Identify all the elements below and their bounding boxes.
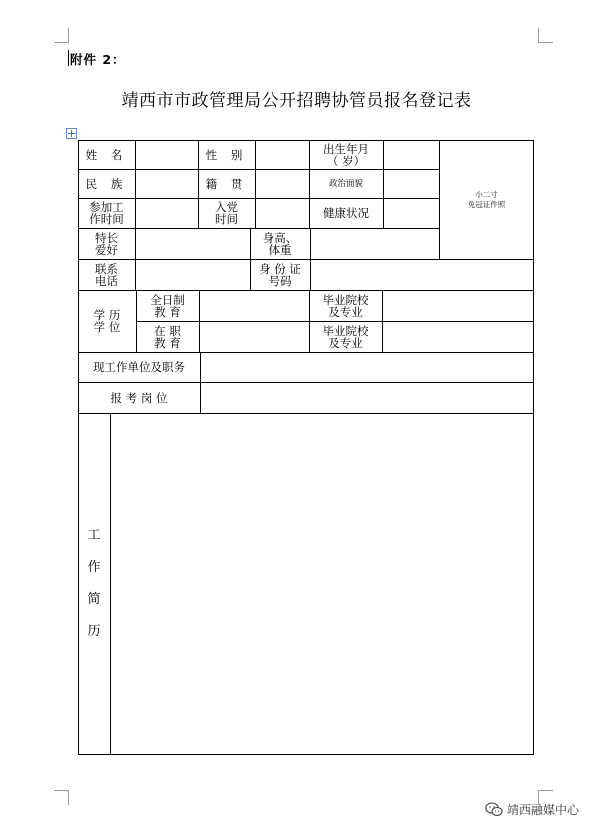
page-corner-mark [54,790,69,805]
applied-position-input-cell[interactable] [201,383,534,413]
attachment-label: 附件 2： [70,52,126,67]
phone-label: 联系 电话 [95,261,118,288]
watermark [485,801,579,818]
current-job-input-cell[interactable] [201,353,534,382]
inservice-school-label: 毕业院校 及专业 [322,323,369,350]
id-number-label: 身 份 证 号码 [259,261,301,288]
native-place-input-cell[interactable] [256,170,309,198]
fulltime-education-label: 全日制 教 育 [150,292,185,319]
name-input-cell[interactable] [136,141,198,169]
applied-position-label: 报 考 岗 位 [110,390,168,405]
ethnicity-label: 民 族 [85,176,128,191]
inservice-education-label: 在 职 教 育 [154,323,181,350]
fulltime-school-input-cell[interactable] [383,291,534,321]
watermark-text: 靖西融媒中心 [506,803,579,817]
page-title: 靖西市市政管理局公开招聘协管员报名登记表 [121,91,472,111]
gender-input-cell[interactable] [256,141,309,169]
height-weight-label: 身高、 体重 [262,230,298,257]
fulltime-education-input-cell[interactable] [200,291,309,321]
ethnicity-input-cell[interactable] [136,170,198,198]
gender-label: 性 别 [205,147,248,162]
page-corner-mark [54,28,69,43]
inservice-education-input-cell[interactable] [200,322,309,352]
work-start-date-input-cell[interactable] [136,199,198,228]
phone-input-cell[interactable] [136,260,250,290]
party-join-date-input-cell[interactable] [256,199,309,228]
specialty-input-cell[interactable] [136,229,250,259]
inservice-school-input-cell[interactable] [383,322,534,352]
political-status-label: 政治面貌 [328,178,363,189]
party-join-date-label: 入党 时间 [215,200,238,226]
native-place-label: 籍 贯 [205,176,248,191]
table-move-handle-icon[interactable] [66,128,77,139]
specialty-label: 特长 爱好 [95,230,118,257]
current-job-label: 现工作单位及职务 [93,360,185,374]
political-status-input-cell[interactable] [384,170,439,198]
fulltime-school-label: 毕业院校 及专业 [322,292,369,319]
work-resume-label: 工 作 简 历 [87,528,101,639]
health-status-label: 健康状况 [323,206,369,220]
wechat-icon [485,802,503,817]
education-degree-label: 学 历 学 位 [93,308,121,334]
text-cursor [68,50,69,66]
page-corner-mark [538,28,553,43]
id-number-input-cell[interactable] [311,260,534,290]
height-weight-input-cell[interactable] [311,229,439,259]
work-start-date-label: 参加工 作时间 [89,200,124,226]
work-resume-input-cell[interactable] [111,414,534,755]
birth-date-label: 出生年月 （ 岁） [323,141,369,168]
photo-placeholder[interactable]: 小二寸 免冠证件照 [467,189,506,209]
birth-date-input-cell[interactable] [384,141,439,169]
name-label: 姓 名 [85,147,128,162]
health-status-input-cell[interactable] [384,199,439,228]
